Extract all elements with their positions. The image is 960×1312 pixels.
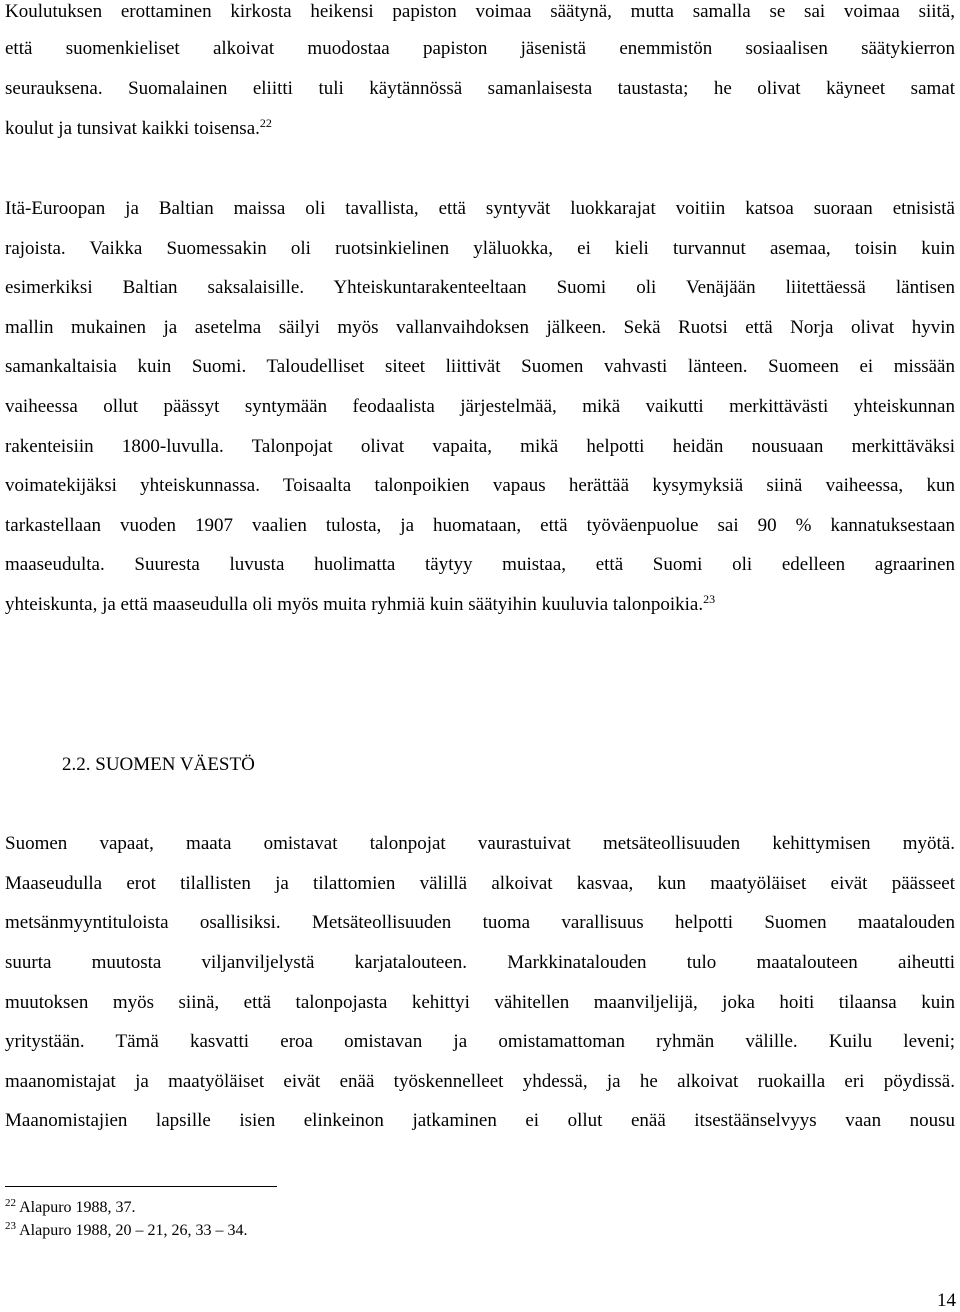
text-line: muutoksen myös siinä, että talonpojasta kehittyi vähitellen maanviljelijä, joka hoiti tilaansa kuin bbox=[5, 992, 955, 1013]
text-line: Koulutuksen erottaminen kirkosta heikensi papiston voimaa säätynä, mutta samalla se sai voimaa siitä, bbox=[5, 1, 955, 22]
text-line: samankaltaisia kuin Suomi. Taloudelliset siteet liittivät Suomen vahvasti länteen. Suomeen ei missään bbox=[5, 356, 955, 377]
footnote-ref-23: 23 bbox=[703, 592, 716, 606]
footnote-22 bbox=[5, 1198, 136, 1218]
text-line: voimatekijäksi yhteiskunnassa. Toisaalta talonpoikien vapaus herättää kysymyksiä siinä vaiheessa, kun bbox=[5, 475, 955, 496]
text-line: suurta muutosta viljanviljelystä karjatalouteen. Markkinatalouden tulo maatalouteen aiheutti bbox=[5, 952, 955, 973]
footnote-ref-22: 22 bbox=[259, 116, 272, 130]
footnote-separator bbox=[5, 1186, 277, 1187]
text-line: metsänmyyntituloista osallisiksi. Metsäteollisuuden tuoma varallisuus helpotti Suomen maatalouden bbox=[5, 912, 955, 933]
text-line-last bbox=[5, 117, 955, 141]
text-line: esimerkiksi Baltian saksalaisille. Yhteiskuntarakenteeltaan Suomi oli Venäjään liitettäessä läntisen bbox=[5, 277, 955, 298]
text-line: maaseudulta. Suuresta luvusta huolimatta täytyy muistaa, että Suomi oli edelleen agraarinen bbox=[5, 554, 955, 575]
text-line: rajoista. Vaikka Suomessakin oli ruotsinkielinen yläluokka, ei kieli turvannut asemaa, toisin kuin bbox=[5, 238, 955, 259]
text-line: tarkastellaan vuoden 1907 vaalien tulosta, ja huomataan, että työväenpuolue sai 90 % kannatuksestaan bbox=[5, 515, 955, 536]
footnote-number: 22 bbox=[5, 1197, 16, 1209]
text-line: maanomistajat ja maatyöläiset eivät enää työskennelleet yhdessä, ja he alkoivat ruokailla eri pöydissä. bbox=[5, 1071, 955, 1092]
text-line: mallin mukainen ja asetelma säilyi myös vallanvaihdoksen jälkeen. Sekä Ruotsi että Norja olivat hyvin bbox=[5, 317, 955, 338]
page-number: 14 bbox=[937, 1290, 956, 1311]
text-line: Suomen vapaat, maata omistavat talonpojat vaurastuivat metsäteollisuuden kehittymisen myötä. bbox=[5, 833, 955, 854]
text-line-last bbox=[5, 593, 955, 617]
text-line: Itä-Euroopan ja Baltian maissa oli tavallista, että syntyvät luokkarajat voitiin katsoa suoraan etnisistä bbox=[5, 198, 955, 219]
text-line: seurauksena. Suomalainen eliitti tuli käytännössä samanlaisesta taustasta; he olivat käyneet samat bbox=[5, 78, 955, 99]
text-line: vaiheessa ollut päässyt syntymään feodaalista järjestelmää, mikä vaikutti merkittävästi yhteiskunnan bbox=[5, 396, 955, 417]
footnote-23 bbox=[5, 1221, 248, 1241]
text-line: koulut ja tunsivat kaikki toisensa. bbox=[5, 118, 260, 139]
footnote-text: Alapuro 1988, 37. bbox=[19, 1199, 136, 1216]
section-heading: 2.2. SUOMEN VÄESTÖ bbox=[62, 754, 255, 775]
footnote-number: 23 bbox=[5, 1220, 16, 1232]
text-line: rakenteisiin 1800-luvulla. Talonpojat olivat vapaita, mikä helpotti heidän nousuaan merkittäväksi bbox=[5, 436, 955, 457]
text-line: Maanomistajien lapsille isien elinkeinon jatkaminen ei ollut enää itsestäänselvyys vaan nousu bbox=[5, 1110, 955, 1131]
text-line: yritystään. Tämä kasvatti eroa omistavan ja omistamattoman ryhmän välille. Kuilu leveni; bbox=[5, 1031, 955, 1052]
footnote-text: Alapuro 1988, 20 – 21, 26, 33 – 34. bbox=[19, 1222, 248, 1239]
text-line: yhteiskunta, ja että maaseudulla oli myös muita ryhmiä kuin säätyihin kuuluvia talonpoikia. bbox=[5, 594, 704, 615]
text-line: Maaseudulla erot tilallisten ja tilattomien välillä alkoivat kasvaa, kun maatyöläiset eivät päässeet bbox=[5, 873, 955, 894]
text-line: että suomenkieliset alkoivat muodostaa papiston jäsenistä enemmistön sosiaalisen säätykierron bbox=[5, 38, 955, 59]
